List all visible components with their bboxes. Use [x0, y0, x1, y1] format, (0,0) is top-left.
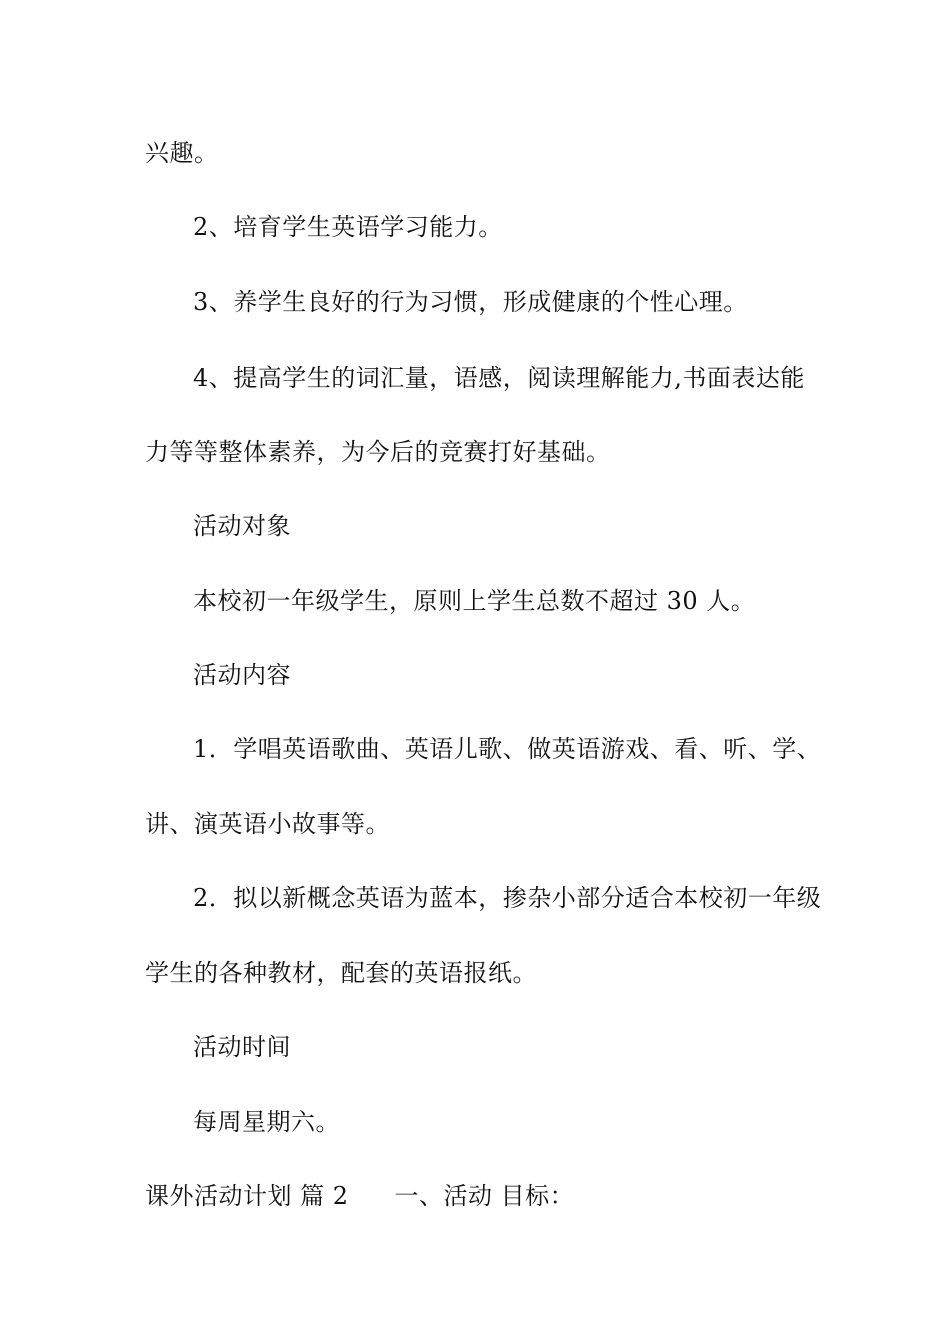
heading-activity-content: 活动内容	[193, 661, 291, 689]
paragraph-continuation: 兴趣。	[145, 139, 219, 167]
content-item-2-line-1: 2．拟以新概念英语为蓝本，掺杂小部分适合本校初一年级	[193, 884, 822, 912]
activity-time-text: 每周星期六。	[193, 1108, 340, 1136]
content-item-1-line-1: 1．学唱英语歌曲、英语儿歌、做英语游戏、看、听、学、	[193, 735, 822, 763]
section-title: 课外活动计划 篇 2	[145, 1182, 349, 1210]
goal-item-3: 3、养学生良好的行为习惯，形成健康的个性心理。	[193, 288, 748, 316]
heading-activity-time: 活动时间	[193, 1033, 291, 1061]
section-subtitle: 一、活动 目标：	[394, 1182, 575, 1210]
heading-activity-target: 活动对象	[193, 512, 291, 540]
goal-item-4-line-1: 4、提高学生的词汇量，语感，阅读理解能力,书面表达能	[193, 364, 805, 392]
activity-target-text: 本校初一年级学生，原则上学生总数不超过 30 人。	[193, 587, 756, 615]
content-item-2-line-2: 学生的各种教材，配套的英语报纸。	[145, 959, 537, 987]
goal-item-4-line-2: 力等等整体素养，为今后的竞赛打好基础。	[145, 438, 611, 466]
content-item-1-line-2: 讲、演英语小故事等。	[145, 810, 390, 838]
section-heading	[145, 1182, 574, 1210]
goal-item-2: 2、培育学生英语学习能力。	[193, 213, 503, 241]
